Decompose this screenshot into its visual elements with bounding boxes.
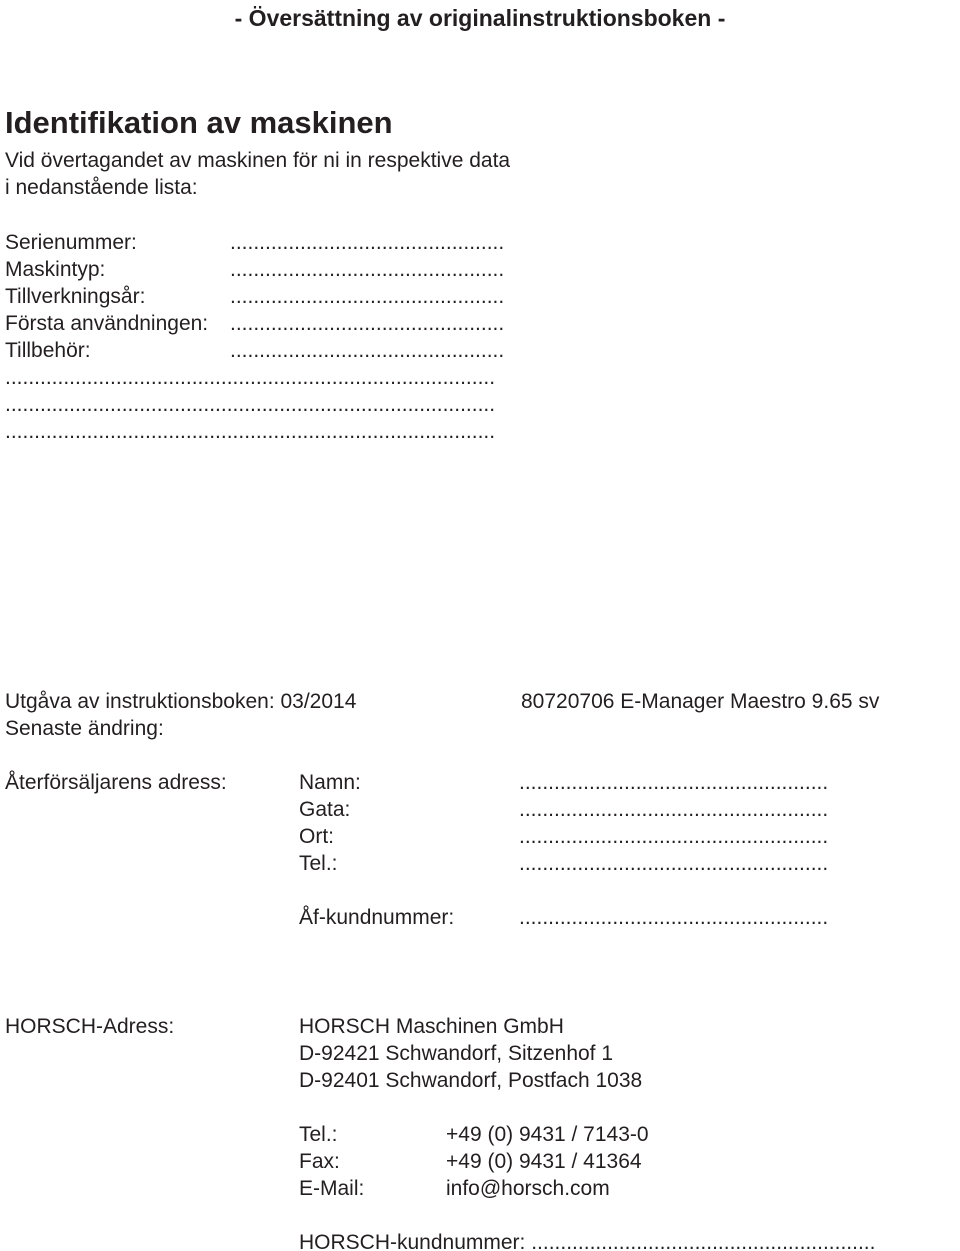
page-header: - Översättning av originalinstruktionsboken - <box>234 5 726 31</box>
serial-number-field: ............................................... <box>230 231 505 254</box>
intro-text-line-2: i nedanstående lista: <box>5 176 198 199</box>
accessories-field: ............................................... <box>230 339 505 362</box>
first-use-field: ............................................... <box>230 312 505 335</box>
dealer-street-label: Gata: <box>299 798 351 821</box>
dealer-city-label: Ort: <box>299 825 334 848</box>
intro-text-line-1: Vid övertagandet av maskinen för ni in respektive data <box>5 149 511 172</box>
horsch-phone-label: Tel.: <box>299 1123 338 1146</box>
manufacture-year-label: Tillverkningsår: <box>5 285 146 308</box>
horsch-email-label: E-Mail: <box>299 1177 365 1200</box>
last-change-label: Senaste ändring: <box>5 717 164 740</box>
edition-label: Utgåva av instruktionsboken: 03/2014 <box>5 690 357 713</box>
dealer-phone-field: ..................................................... <box>519 852 829 875</box>
dealer-name-label: Namn: <box>299 771 361 794</box>
manufacture-year-field: ............................................... <box>230 285 505 308</box>
accessories-extra-line: .................................................................................... <box>5 420 496 443</box>
first-use-label: Första användningen: <box>5 312 209 335</box>
horsch-email-value[interactable]: info@horsch.com <box>446 1177 610 1200</box>
dealer-city-field: ..................................................... <box>519 825 829 848</box>
dealer-street-field: ..................................................... <box>519 798 829 821</box>
horsch-company-name: HORSCH Maschinen GmbH <box>299 1015 564 1038</box>
horsch-address-label: HORSCH-Adress: <box>5 1015 175 1038</box>
machine-type-label: Maskintyp: <box>5 258 106 281</box>
machine-type-field: ............................................... <box>230 258 505 281</box>
dealer-customer-number-label: Åf-kundnummer: <box>299 906 455 929</box>
dealer-address-label: Återförsäljarens adress: <box>5 771 227 794</box>
accessories-extra-line: .................................................................................... <box>5 393 496 416</box>
accessories-extra-line: .................................................................................... <box>5 366 496 389</box>
section-title: Identifikation av maskinen <box>5 105 393 140</box>
accessories-label: Tillbehör: <box>5 339 91 362</box>
dealer-name-field: ..................................................... <box>519 771 829 794</box>
horsch-fax-label: Fax: <box>299 1150 340 1173</box>
horsch-address-line-2: D-92401 Schwandorf, Postfach 1038 <box>299 1069 643 1092</box>
dealer-phone-label: Tel.: <box>299 852 338 875</box>
horsch-fax-value: +49 (0) 9431 / 41364 <box>446 1150 642 1173</box>
horsch-phone-value: +49 (0) 9431 / 7143-0 <box>446 1123 649 1146</box>
horsch-address-line-1: D-92421 Schwandorf, Sitzenhof 1 <box>299 1042 614 1065</box>
horsch-customer-number: HORSCH-kundnummer: ........................................................... <box>299 1231 876 1251</box>
serial-number-label: Serienummer: <box>5 231 137 254</box>
document-id: 80720706 E-Manager Maestro 9.65 sv <box>521 690 880 713</box>
dealer-customer-number-field: ..................................................... <box>519 906 829 929</box>
